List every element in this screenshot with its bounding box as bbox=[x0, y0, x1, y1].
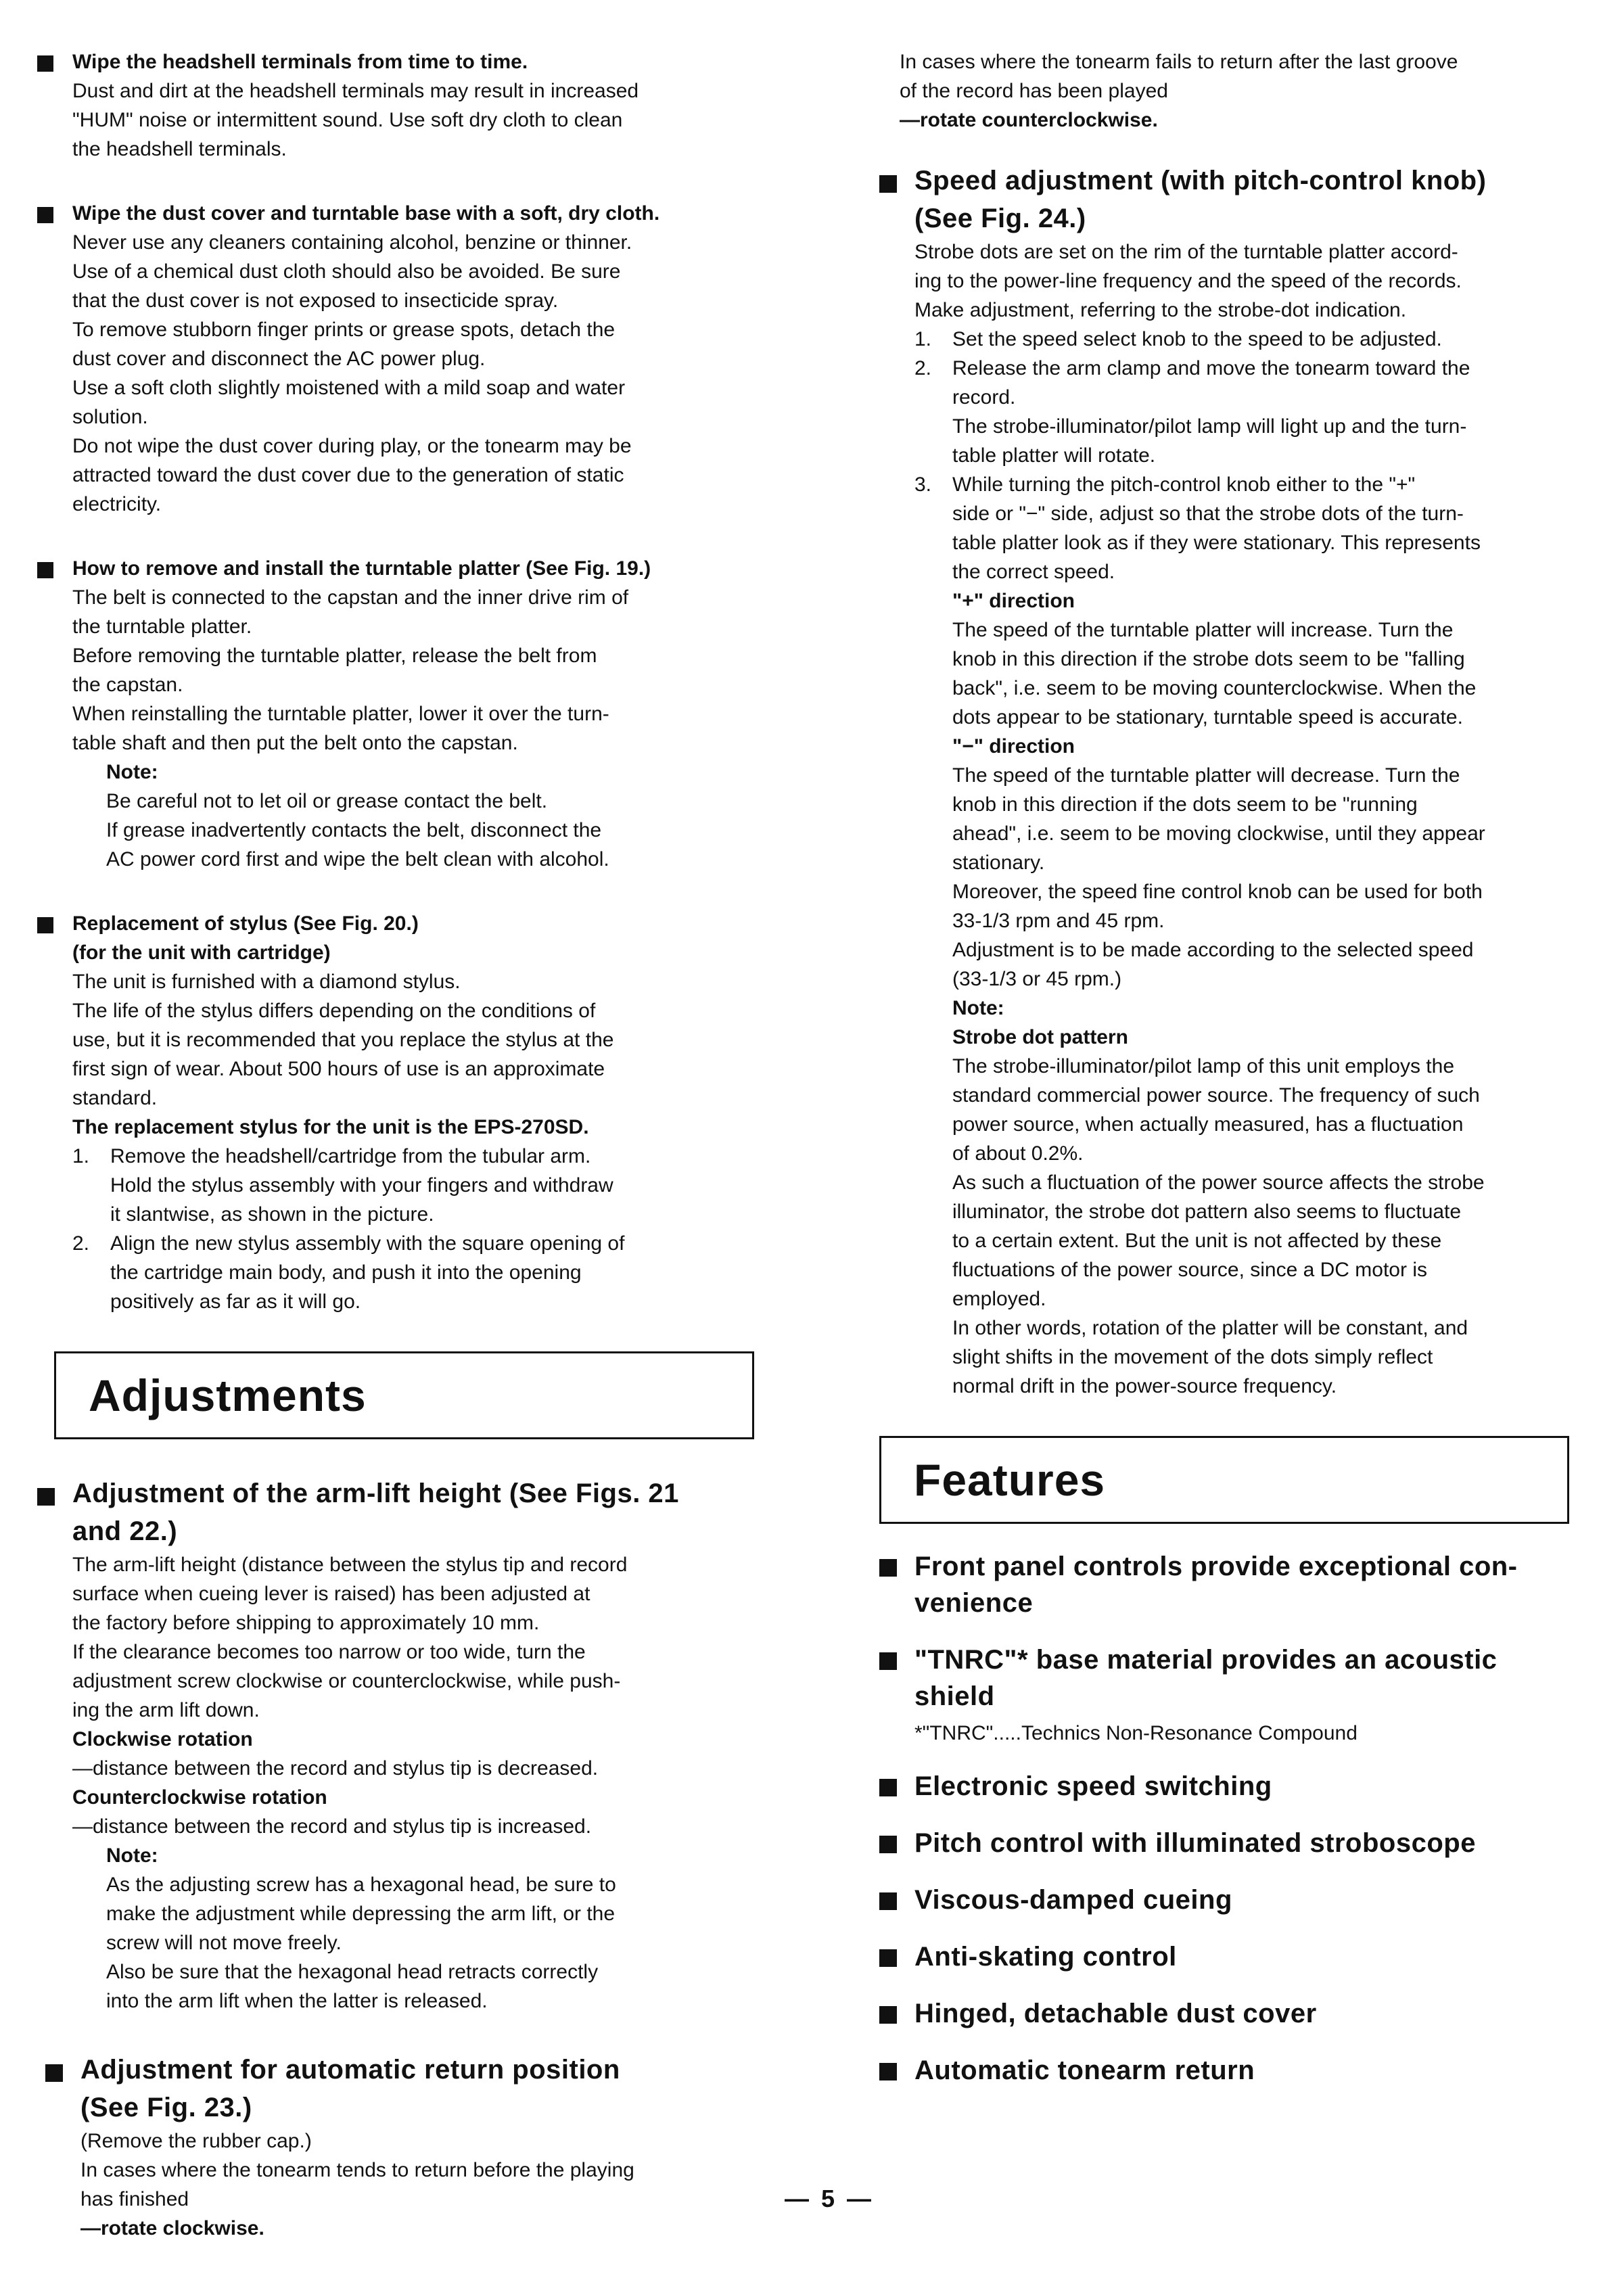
note-line: Be careful not to let oil or grease contact the belt. bbox=[106, 790, 548, 812]
note-line: If grease inadvertently contacts the belt, disconnect the bbox=[106, 819, 602, 841]
feature-text: Anti-skating control bbox=[914, 1942, 1177, 1972]
clockwise-label: Clockwise rotation bbox=[72, 1728, 253, 1750]
counterclockwise-text: —distance between the record and stylus tip is increased. bbox=[72, 1815, 592, 1838]
body-line: stationary. bbox=[952, 852, 1045, 874]
feature-text: venience bbox=[914, 1588, 1034, 1618]
bullet-square-icon bbox=[45, 2064, 63, 2082]
counterclockwise-label: Counterclockwise rotation bbox=[72, 1786, 327, 1809]
step-number: 1. bbox=[72, 1145, 90, 1167]
body-line: Before removing the turntable platter, release the belt from bbox=[72, 645, 597, 667]
body-line: As such a fluctuation of the power source affects the strobe bbox=[952, 1171, 1485, 1194]
body-line: The belt is connected to the capstan and the inner drive rim of bbox=[72, 586, 629, 609]
page-number: — 5 — bbox=[785, 2185, 875, 2212]
feature-item bbox=[879, 2052, 1569, 2089]
body-line: attracted toward the dust cover due to the generation of static bbox=[72, 464, 624, 486]
section-speed-adjustment bbox=[879, 162, 1569, 1401]
section-automatic-return bbox=[45, 2051, 754, 2243]
body-line: Moreover, the speed fine control knob can be used for both bbox=[952, 881, 1483, 903]
section-turntable-platter bbox=[37, 554, 754, 874]
step-item bbox=[914, 325, 1569, 354]
body-line: of about 0.2%. bbox=[952, 1142, 1084, 1165]
plus-direction-label: "+" direction bbox=[952, 590, 1075, 612]
body-line: Never use any cleaners containing alcohol, benzine or thinner. bbox=[72, 231, 632, 254]
body-line: Use of a chemical dust cloth should also be avoided. Be sure bbox=[72, 260, 621, 283]
feature-item bbox=[879, 1768, 1569, 1805]
step-item bbox=[72, 1229, 754, 1316]
bullet-square-icon bbox=[37, 207, 53, 223]
body-line: In other words, rotation of the platter will be constant, and bbox=[952, 1317, 1468, 1339]
bullet-square-icon bbox=[879, 2063, 897, 2081]
step-line: table platter will rotate. bbox=[952, 444, 1156, 467]
body-line: Adjustment is to be made according to the selected speed bbox=[952, 939, 1474, 961]
body-line: the headshell terminals. bbox=[72, 138, 287, 160]
feature-text: Electronic speed switching bbox=[914, 1771, 1272, 1801]
body-line: of the record has been played bbox=[900, 80, 1168, 102]
body-line: illuminator, the strobe dot pattern also seems to fluctuate bbox=[952, 1201, 1462, 1223]
feature-text: Hinged, detachable dust cover bbox=[914, 1999, 1317, 2028]
body-line: ing the arm lift down. bbox=[72, 1699, 260, 1721]
bullet-square-icon bbox=[879, 1779, 897, 1796]
section-heading: Wipe the dust cover and turntable base with a soft, dry cloth. bbox=[72, 202, 660, 225]
features-list bbox=[879, 1548, 1569, 2089]
section-heading: (See Fig. 23.) bbox=[80, 2093, 252, 2122]
step-line: the correct speed. bbox=[952, 561, 1115, 583]
note-line: As the adjusting screw has a hexagonal head, be sure to bbox=[106, 1874, 616, 1896]
adjustments-title: Adjustments bbox=[54, 1351, 754, 1439]
body-line: standard commercial power source. The frequency of such bbox=[952, 1084, 1480, 1107]
note-label: Note: bbox=[106, 1844, 158, 1867]
section-heading: and 22.) bbox=[72, 1516, 178, 1546]
body-line: has finished bbox=[80, 2188, 189, 2210]
body-line: knob in this direction if the strobe dots seem to be "falling bbox=[952, 648, 1465, 670]
note-label: Note: bbox=[952, 997, 1004, 1019]
bullet-square-icon bbox=[37, 55, 53, 72]
body-line: ing to the power-line frequency and the speed of the records. bbox=[914, 270, 1462, 292]
section-heading: Adjustment for automatic return position bbox=[80, 2055, 620, 2085]
bullet-square-icon bbox=[879, 175, 897, 193]
body-line: The speed of the turntable platter will increase. Turn the bbox=[952, 619, 1454, 641]
body-line: (33-1/3 or 45 rpm.) bbox=[952, 968, 1122, 990]
feature-item bbox=[879, 1548, 1569, 1621]
feature-text: shield bbox=[914, 1681, 995, 1711]
feature-text: Front panel controls provide exceptional con- bbox=[914, 1552, 1518, 1581]
feature-text: Viscous-damped cueing bbox=[914, 1885, 1232, 1915]
bullet-square-icon bbox=[879, 1836, 897, 1853]
step-line: While turning the pitch-control knob either to the "+" bbox=[952, 473, 1416, 496]
note-block bbox=[72, 758, 754, 874]
rotate-counterclockwise-line: —rotate counterclockwise. bbox=[900, 109, 1158, 131]
step-number: 1. bbox=[914, 328, 932, 350]
section-headshell-terminals bbox=[37, 47, 754, 164]
step-line: Remove the headshell/cartridge from the tubular arm. bbox=[110, 1145, 591, 1167]
bullet-square-icon bbox=[37, 1488, 55, 1506]
step-line: side or "−" side, adjust so that the strobe dots of the turn- bbox=[952, 503, 1464, 525]
section-heading: Replacement of stylus (See Fig. 20.) bbox=[72, 912, 419, 935]
body-line: knob in this direction if the dots seem to be "running bbox=[952, 793, 1418, 816]
step-item bbox=[914, 470, 1569, 586]
step-item bbox=[914, 354, 1569, 470]
note-block bbox=[72, 1841, 754, 2016]
body-line: power source, when actually measured, has a fluctuation bbox=[952, 1113, 1464, 1136]
feature-item bbox=[879, 1882, 1569, 1918]
left-column bbox=[37, 47, 754, 2278]
body-line: The arm-lift height (distance between the stylus tip and record bbox=[72, 1554, 628, 1576]
step-item bbox=[72, 1142, 754, 1229]
body-line: To remove stubborn finger prints or grease spots, detach the bbox=[72, 319, 616, 341]
body-line: In cases where the tonearm fails to return after the last groove bbox=[900, 51, 1458, 73]
body-line: dots appear to be stationary, turntable speed is accurate. bbox=[952, 706, 1463, 728]
feature-text: Pitch control with illuminated stroboscope bbox=[914, 1828, 1476, 1858]
right-column bbox=[879, 47, 1569, 2109]
section-heading: Adjustment of the arm-lift height (See Figs. 21 bbox=[72, 1479, 679, 1508]
bullet-square-icon bbox=[37, 562, 53, 578]
body-line: normal drift in the power-source frequency. bbox=[952, 1375, 1337, 1397]
body-line: the turntable platter. bbox=[72, 615, 252, 638]
rotate-clockwise-line: —rotate clockwise. bbox=[80, 2217, 264, 2239]
body-line: to a certain extent. But the unit is not affected by these bbox=[952, 1230, 1442, 1252]
section-heading: Speed adjustment (with pitch-control knob) bbox=[914, 166, 1487, 195]
body-line: The unit is furnished with a diamond stylus. bbox=[72, 971, 461, 993]
body-line: Use a soft cloth slightly moistened with a mild soap and water bbox=[72, 377, 626, 399]
minus-direction-label: "−" direction bbox=[952, 735, 1075, 758]
body-line: back", i.e. seem to be moving counterclockwise. When the bbox=[952, 677, 1477, 699]
body-line: If the clearance becomes too narrow or too wide, turn the bbox=[72, 1641, 586, 1663]
bullet-square-icon bbox=[879, 1652, 897, 1670]
step-line: Hold the stylus assembly with your fingers and withdraw bbox=[110, 1174, 613, 1196]
step-line: the cartridge main body, and push it into the opening bbox=[110, 1261, 582, 1284]
direction-block bbox=[914, 586, 1569, 1401]
note-line: AC power cord first and wipe the belt clean with alcohol. bbox=[106, 848, 609, 870]
strobe-pattern-label: Strobe dot pattern bbox=[952, 1026, 1128, 1048]
section-heading: How to remove and install the turntable platter (See Fig. 19.) bbox=[72, 557, 651, 580]
body-line: 33-1/3 rpm and 45 rpm. bbox=[952, 910, 1165, 932]
body-line: electricity. bbox=[72, 493, 162, 515]
bullet-square-icon bbox=[879, 2006, 897, 2024]
body-line: The strobe-illuminator/pilot lamp of this unit employs the bbox=[952, 1055, 1455, 1077]
body-line: ahead", i.e. seem to be moving clockwise, until they appear bbox=[952, 822, 1485, 845]
body-line: Strobe dots are set on the rim of the turntable platter accord- bbox=[914, 241, 1458, 263]
bullet-square-icon bbox=[37, 917, 53, 933]
body-line: use, but it is recommended that you replace the stylus at the bbox=[72, 1029, 614, 1051]
bullet-square-icon bbox=[879, 1892, 897, 1910]
step-line: record. bbox=[952, 386, 1016, 409]
step-line: positively as far as it will go. bbox=[110, 1291, 361, 1313]
step-line: Release the arm clamp and move the tonearm toward the bbox=[952, 357, 1470, 379]
body-line: slight shifts in the movement of the dots simply reflect bbox=[952, 1346, 1433, 1368]
tnrc-footnote: *"TNRC".....Technics Non-Resonance Compound bbox=[914, 1722, 1358, 1744]
body-line: fluctuations of the power source, since a DC motor is bbox=[952, 1259, 1427, 1281]
body-line: dust cover and disconnect the AC power plug. bbox=[72, 348, 486, 370]
section-dust-cover-cleaning bbox=[37, 199, 754, 519]
note-line: Also be sure that the hexagonal head retracts correctly bbox=[106, 1961, 599, 1983]
step-line: table platter look as if they were stationary. This represents bbox=[952, 532, 1481, 554]
body-line: Dust and dirt at the headshell terminals may result in increased bbox=[72, 80, 639, 102]
body-line: the factory before shipping to approximately 10 mm. bbox=[72, 1612, 540, 1634]
section-arm-lift-height bbox=[37, 1474, 754, 2016]
note-line: screw will not move freely. bbox=[106, 1932, 342, 1954]
features-title: Features bbox=[879, 1436, 1569, 1524]
note-label: Note: bbox=[106, 761, 158, 783]
feature-text: "TNRC"* base material provides an acoustic bbox=[914, 1645, 1498, 1675]
body-line: Do not wipe the dust cover during play, or the tonearm may be bbox=[72, 435, 632, 457]
step-line: it slantwise, as shown in the picture. bbox=[110, 1203, 434, 1226]
step-number: 2. bbox=[72, 1232, 90, 1255]
body-line: standard. bbox=[72, 1087, 158, 1109]
note-line: into the arm lift when the latter is released. bbox=[106, 1990, 488, 2012]
body-line: the capstan. bbox=[72, 674, 183, 696]
feature-item bbox=[879, 1642, 1569, 1748]
bullet-square-icon bbox=[879, 1559, 897, 1577]
note-line: make the adjustment while depressing the arm lift, or the bbox=[106, 1903, 616, 1925]
replacement-stylus-line: The replacement stylus for the unit is the EPS-270SD. bbox=[72, 1116, 589, 1138]
stylus-steps bbox=[72, 1142, 754, 1316]
body-line: The life of the stylus differs depending on the conditions of bbox=[72, 1000, 596, 1022]
bullet-square-icon bbox=[879, 1949, 897, 1967]
feature-item bbox=[879, 1825, 1569, 1861]
body-line: that the dust cover is not exposed to insecticide spray. bbox=[72, 289, 559, 312]
body-line: In cases where the tonearm tends to return before the playing bbox=[80, 2159, 634, 2181]
section-heading: Wipe the headshell terminals from time to time. bbox=[72, 51, 528, 73]
section-heading: (See Fig. 24.) bbox=[914, 204, 1086, 233]
feature-item bbox=[879, 1938, 1569, 1975]
body-line: first sign of wear. About 500 hours of use is an approximate bbox=[72, 1058, 605, 1080]
section-subheading: (for the unit with cartridge) bbox=[72, 942, 331, 964]
body-line: employed. bbox=[952, 1288, 1046, 1310]
body-line: (Remove the rubber cap.) bbox=[80, 2130, 312, 2152]
body-line: The speed of the turntable platter will decrease. Turn the bbox=[952, 764, 1460, 787]
step-line: Set the speed select knob to the speed to be adjusted. bbox=[952, 328, 1442, 350]
step-line: The strobe-illuminator/pilot lamp will light up and the turn- bbox=[952, 415, 1467, 438]
step-line: Align the new stylus assembly with the square opening of bbox=[110, 1232, 625, 1255]
step-number: 3. bbox=[914, 473, 932, 496]
body-line: table shaft and then put the belt onto the capstan. bbox=[72, 732, 518, 754]
clockwise-text: —distance between the record and stylus tip is decreased. bbox=[72, 1757, 599, 1780]
body-line: "HUM" noise or intermittent sound. Use soft dry cloth to clean bbox=[72, 109, 623, 131]
body-line: adjustment screw clockwise or counterclockwise, while push- bbox=[72, 1670, 621, 1692]
automatic-return-continued bbox=[879, 47, 1569, 135]
step-number: 2. bbox=[914, 357, 932, 379]
body-line: When reinstalling the turntable platter, lower it over the turn- bbox=[72, 703, 609, 725]
speed-steps bbox=[914, 325, 1569, 586]
feature-item bbox=[879, 1995, 1569, 2032]
body-line: Make adjustment, referring to the strobe-dot indication. bbox=[914, 299, 1407, 321]
body-line: solution. bbox=[72, 406, 148, 428]
section-stylus-replacement bbox=[37, 909, 754, 1316]
body-line: surface when cueing lever is raised) has been adjusted at bbox=[72, 1583, 590, 1605]
feature-text: Automatic tonearm return bbox=[914, 2055, 1255, 2085]
